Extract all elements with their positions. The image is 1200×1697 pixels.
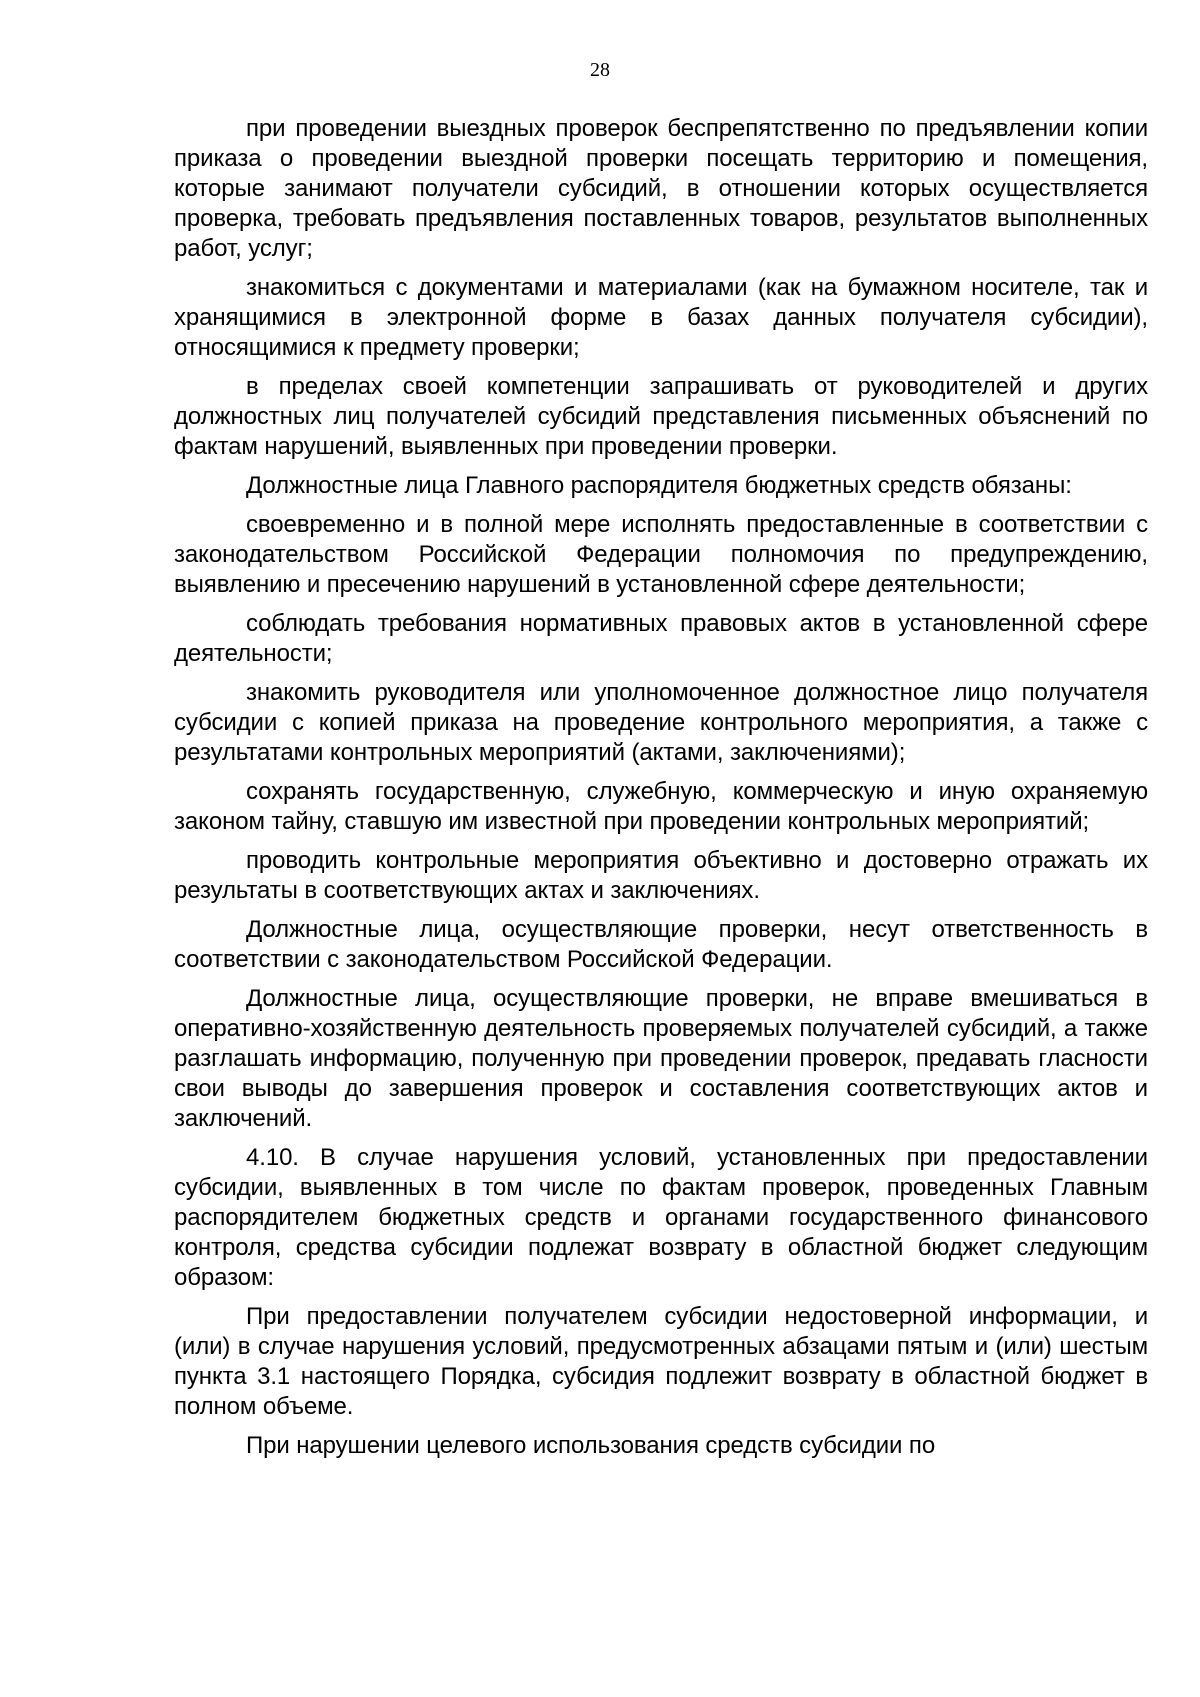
- paragraph: соблюдать требования нормативных правовых актов в установленной сфере деятельности;: [174, 610, 1148, 667]
- paragraph: знакомить руководителя или уполномоченное должностное лицо получателя субсидии с копией приказа на проведение контрольного мероприятия, а также с результатами контрольных мероприятий (актами, заключениями);: [174, 679, 1148, 766]
- paragraph: Должностные лица, осуществляющие проверки, несут ответственность в соответствии с законодательством Российской Федерации.: [174, 916, 1148, 973]
- paragraph: Должностные лица Главного распорядителя бюджетных средств обязаны:: [246, 472, 1072, 499]
- paragraph: Должностные лица, осуществляющие проверки, не вправе вмешиваться в оперативно-хозяйственную деятельность проверяемых получателей субсидий, а также разглашать информацию, полученную при проведении проверок, предавать гласности свои выводы до завершения проверок и составления соответствующих актов и заключений.: [174, 985, 1148, 1132]
- paragraph: При нарушении целевого использования средств субсидии по: [246, 1432, 936, 1459]
- paragraph: сохранять государственную, служебную, коммерческую и иную охраняемую законом тайну, ставшую им известной при проведении контрольных мероприятий;: [174, 778, 1148, 835]
- document-body: [174, 114, 1148, 1470]
- paragraph: в пределах своей компетенции запрашивать от руководителей и других должностных лиц получателей субсидий представления письменных объяснений по фактам нарушений, выявленных при проведении проверки.: [174, 373, 1148, 460]
- paragraph: При предоставлении получателем субсидии недостоверной информации, и (или) в случае нарушения условий, предусмотренных абзацами пятым и (или) шестым пункта 3.1 настоящего Порядка, субсидия подлежит возврату в областной бюджет в полном объеме.: [174, 1303, 1148, 1420]
- page-number: 28: [590, 59, 610, 81]
- paragraph: 4.10. В случае нарушения условий, установленных при предоставлении субсидии, выявленных в том числе по фактам проверок, проведенных Главным распорядителем бюджетных средств и органами государственного финансового контроля, средства субсидии подлежат возврату в областной бюджет следующим образом:: [174, 1144, 1148, 1291]
- paragraph: проводить контрольные мероприятия объективно и достоверно отражать их результаты в соответствующих актах и заключениях.: [174, 847, 1148, 904]
- paragraph: знакомиться с документами и материалами (как на бумажном носителе, так и хранящимися в электронной форме в базах данных получателя субсидии), относящимися к предмету проверки;: [174, 274, 1148, 361]
- paragraph: при проведении выездных проверок беспрепятственно по предъявлении копии приказа о проведении выездной проверки посещать территорию и помещения, которые занимают получатели субсидий, в отношении которых осуществляется проверка, требовать предъявления поставленных товаров, результатов выполненных работ, услуг;: [174, 115, 1148, 262]
- paragraph: своевременно и в полной мере исполнять предоставленные в соответствии с законодательством Российской Федерации полномочия по предупреждению, выявлению и пресечению нарушений в установленной сфере деятельности;: [174, 511, 1148, 598]
